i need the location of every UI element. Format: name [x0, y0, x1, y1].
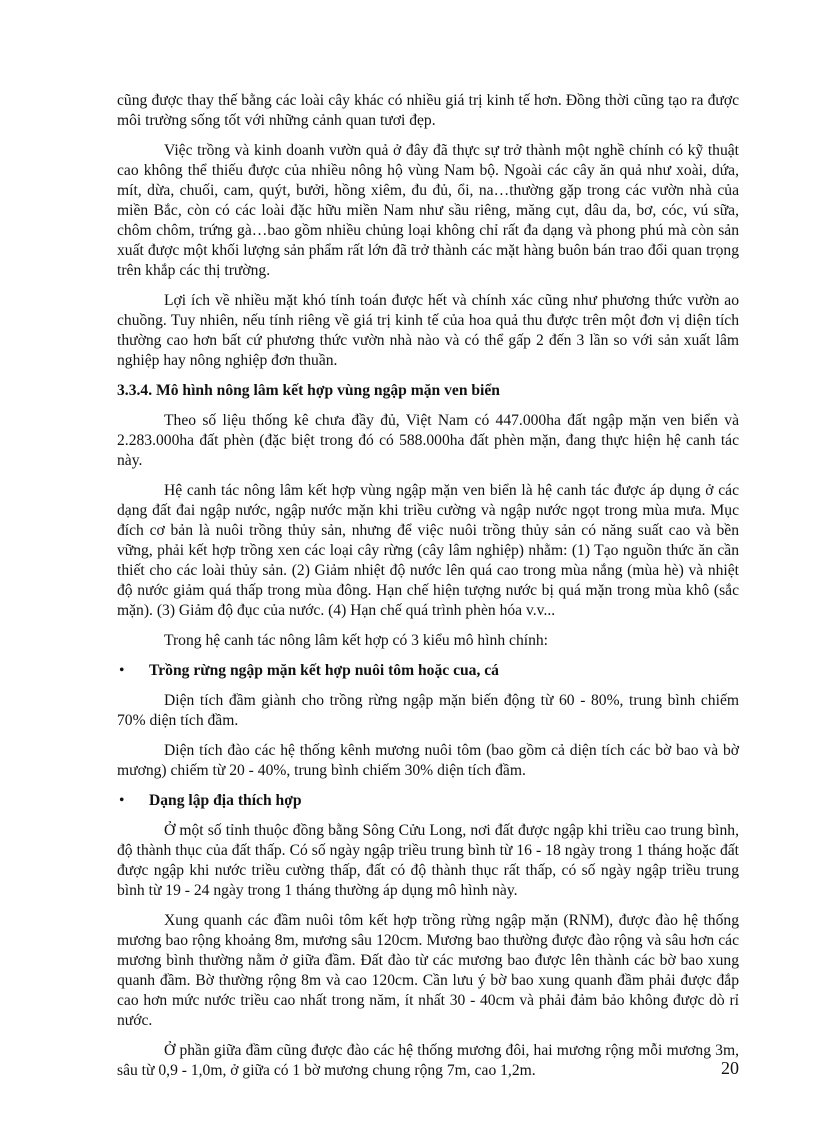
paragraph: cũng được thay thế bằng các loài cây khác có nhiều giá trị kinh tế hơn. Đồng thời cũng tạo ra được môi trường sống tốt với những cảnh quan tươi đẹp. [117, 92, 739, 129]
paragraph: Lợi ích về nhiều mặt khó tính toán được hết và chính xác cũng như phương thức vườn ao chuồng. Tuy nhiên, nếu tính riêng về giá trị kinh tế của hoa quả thu được trên một đơn vị diện tích thường cao hơn bất cứ phương thức vườn nhà nào và có thể gấp 2 đến 3 lần so với sản xuất lâm nghiệp hay nông nghiệp đơn thuần. [117, 292, 739, 369]
paragraph: Hệ canh tác nông lâm kết hợp vùng ngập mặn ven biển là hệ canh tác được áp dụng ở các dạng đất đai ngập nước, ngập nước mặn khi triều cường và ngập nước ngọt trong mùa mưa. Mục đích cơ bản là nuôi trồng thủy sản, nhưng để việc nuôi trồng thủy sản có năng suất cao và bền vững, phải kết hợp trồng xen các loại cây rừng (cây lâm nghiệp) nhằm: (1) Tạo nguồn thức ăn cần thiết cho các loài thủy sản. (2) Giảm nhiệt độ nước lên quá cao trong mùa nắng (mùa hè) và nhiệt độ nước giảm quá thấp trong mùa đông. Hạn chế hiện tượng nước bị quá mặn trong mùa khô (sắc mặn). (3) Giảm độ đục của nước. (4) Hạn chế quá trình phèn hóa v.v... [117, 482, 739, 619]
bullet-icon: • [119, 662, 125, 679]
paragraph: Trong hệ canh tác nông lâm kết hợp có 3 kiểu mô hình chính: [164, 632, 549, 649]
bullet-label: Dạng lập địa thích hợp [149, 792, 302, 809]
paragraph: Ở phần giữa đầm cũng được đào các hệ thống mương đôi, hai mương rộng mỗi mương 3m, sâu từ 0,9 - 1,0m, ở giữa có 1 bờ mương chung rộng 7m, cao 1,2m. [117, 1042, 739, 1079]
page-number: 20 [721, 1058, 739, 1078]
bullet-heading [117, 661, 739, 681]
paragraph: Việc trồng và kinh doanh vườn quả ở đây đã thực sự trở thành một nghề chính có kỹ thuật cao không thể thiếu được của nhiều nông hộ vùng Nam bộ. Ngoài các cây ăn quả như xoài, dứa, mít, dừa, chuối, cam, quýt, bưởi, hồng xiêm, đu đủ, ổi, na…thường gặp trong các vườn nhà của miền Bắc, còn có các loài đặc hữu miền Nam như sầu riêng, măng cụt, dâu da, bơ, cóc, vú sữa, chôm chôm, trứng gà…bao gồm nhiều chủng loại không chỉ rất đa dạng và phong phú mà còn sản xuất được một khối lượng sản phẩm rất lớn đã trở thành các mặt hàng buôn bán trao đổi quan trọng trên khắp các thị trường. [117, 142, 739, 279]
bullet-label: Trồng rừng ngập mặn kết hợp nuôi tôm hoặc cua, cá [149, 662, 499, 679]
document-body [117, 91, 739, 1091]
paragraph: Diện tích đào các hệ thống kênh mương nuôi tôm (bao gồm cả diện tích các bờ bao và bờ mương) chiếm từ 20 - 40%, trung bình chiếm 30% diện tích đầm. [117, 742, 739, 779]
section-heading: 3.3.4. Mô hình nông lâm kết hợp vùng ngập mặn ven biển [117, 382, 500, 399]
bullet-heading [117, 791, 739, 811]
paragraph: Xung quanh các đầm nuôi tôm kết hợp trồng rừng ngập mặn (RNM), được đào hệ thống mương bao rộng khoảng 8m, mương sâu 120cm. Mương bao thường được đào rộng và sâu hơn các mương bình thường nằm ở giữa đầm. Đất đào từ các mương bao được lên thành các bờ bao xung quanh đầm. Bờ thường rộng 8m và cao 120cm. Cần lưu ý bờ bao xung quanh đầm phải được đắp cao hơn mức nước triều cao nhất trong năm, ít nhất 30 - 40cm và phải đảm bảo không được dò rỉ nước. [117, 912, 739, 1029]
paragraph: Ở một số tỉnh thuộc đồng bằng Sông Cửu Long, nơi đất được ngập khi triều cao trung bình, độ thành thục của đất thấp. Có số ngày ngập triều trung bình từ 16 - 18 ngày trong 1 tháng hoặc đất được ngập khi nước triều cường thấp, đất có độ thành thục rất thấp, có số ngày ngập triều trung bình từ 19 - 24 ngày trong 1 tháng thường áp dụng mô hình này. [117, 822, 739, 899]
paragraph: Theo số liệu thống kê chưa đầy đủ, Việt Nam có 447.000ha đất ngập mặn ven biển và 2.283.000ha đất phèn (đặc biệt trong đó có 588.000ha đất phèn mặn, đang thực hiện hệ canh tác này. [117, 412, 739, 469]
bullet-icon: • [119, 792, 125, 809]
paragraph: Diện tích đầm giành cho trồng rừng ngập mặn biến động từ 60 - 80%, trung bình chiếm 70% diện tích đầm. [117, 692, 739, 729]
